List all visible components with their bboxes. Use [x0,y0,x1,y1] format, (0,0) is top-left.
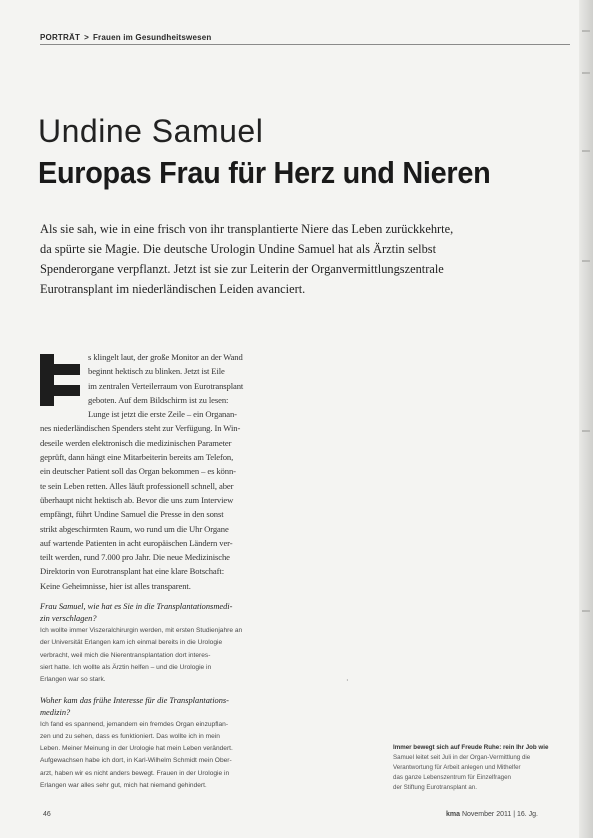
page-edge [579,0,593,838]
lead-line: Eurotransplant im niederländischen Leiden avanciert. [40,282,306,296]
interview-answer: Ich wollte immer Viszeralchirurgin werden, mit ersten Studienjahre an [40,627,243,635]
lead-line: da spürte sie Magie. Die deutsche Urologin Undine Samuel hat als Ärztin selbst [40,242,437,256]
body-line: deseile werden elektronisch die medizinischen Parameter [40,437,232,448]
body-line: s klingelt laut, der große Monitor an der Wand [88,352,243,362]
body-line: Direktorin von Eurotransplant hat eine klare Botschaft: [40,566,224,577]
footer-issue-date: November 2011 | 16. Jg. [461,811,538,818]
lead-line: Spenderorgane verpflanzt. Jetzt ist sie zur Leiterin der Organvermittlungszentrale [40,262,444,276]
body-line: auf wartende Patienten in acht europäischen Ländern ver- [40,537,233,548]
dropcap [40,354,80,406]
interview-question: Woher kam das frühe Interesse für die Transplantations- [40,695,229,705]
footer-issue [446,811,538,818]
section-label: PORTRÄT [40,33,81,42]
interview-answer: arzt, haben wir es nicht anders bewegt. Frauen in der Urologie in [40,769,230,777]
page-number: 46 [43,811,51,818]
body-line: empfängt, führt Undine Samuel die Presse in den sonst [40,509,224,520]
caption-line: der Stiftung Eurotransplant an. [393,784,477,791]
body-line: strikt abgeschirmten Raum, wo rund um die Uhr Organe [40,523,229,534]
caption-line: Samuel leitet seit Juli in der Organ-Vermittlung die [393,754,531,761]
section-topic: Frauen im Gesundheitswesen [92,33,212,42]
body-line: te sein Leben retten. Alles läuft professionell schnell, aber [40,480,234,491]
body-line: nes niederländischen Spenders steht zur Verfügung. In Win- [40,423,241,434]
photo-caption [393,743,573,793]
breadcrumb-separator: > [84,33,89,42]
interview-answer: Aufgewachsen habe ich dort, in Karl-Wilhelm Schmidt mein Ober- [40,757,232,765]
interview-answer: der Universität Erlangen kam ich einmal bereits in die Urologie [40,639,223,647]
interview-answer: Ich fand es spannend, jemandem ein fremdes Organ einzupflan- [40,720,229,728]
body-line: geprüft, dann hängt eine Mitarbeiterin bereits am Telefon, [40,452,234,463]
interview-answer: Erlangen war so stark. [40,676,106,684]
interview-answer: zen und zu sehen, dass es funktioniert. Das wollte ich in mein [40,732,220,740]
header-rule [40,44,570,45]
interview-question: zin verschlagen? [40,614,97,624]
interview-answer: Leben. Meiner Meinung in der Urologie hat mein Leben verändert. [40,745,233,753]
lead-line: Als sie sah, wie in eine frisch von ihr transplantierte Niere das Leben zurückkehrte, [40,222,454,236]
interview-answer: verbracht, weil mich die Nierentransplantation dort interes- [40,651,211,659]
caption-line: das ganze Lebenszentrum für Einzelfragen [393,774,511,781]
interview-answer: Erlangen war alles sehr gut, mich hat niemand gehindert. [40,782,207,790]
body-line: beginnt hektisch zu blinken. Jetzt ist Eile [88,366,225,377]
body-line: geboten. Auf dem Bildschirm ist zu lesen: [88,394,229,405]
body-line: Keine Geheimnisse, hier ist alles transparent. [40,580,191,591]
interview-question: Frau Samuel, wie hat es Sie in die Transplantationsmedi- [40,602,233,612]
body-line: ein deutscher Patient soll das Organ bekommen – es könn- [40,466,236,477]
interview-question: medizin? [40,707,71,717]
article-body [40,350,335,792]
body-line: überhaupt nicht hektisch ab. Bevor die uns zum Interview [40,494,234,505]
body-line: im zentralen Verteilerraum von Eurotransplant [88,380,244,391]
lead-paragraph [40,219,530,299]
person-name: Undine Samuel [38,113,264,149]
body-line: Lunge ist jetzt die erste Zeile – ein Organan- [88,409,237,420]
caption-line: Immer bewegt sich auf Freude Ruhe: rein Ihr Job wie [393,744,549,751]
body-line: teilt werden, rund 7.000 pro Jahr. Die neue Medizinische [40,552,230,563]
footer-brand: kma [446,811,461,818]
headline: Europas Frau für Herz und Nieren [38,155,491,190]
section-header [40,33,570,42]
interview-answer: siert hatte. Ich wollte als Ärztin helfen – und die Urologie in [40,663,212,671]
column-marker: · [346,676,349,685]
caption-line: Verantwortung für Arbeit anlegen und Mithelfer [393,764,521,771]
